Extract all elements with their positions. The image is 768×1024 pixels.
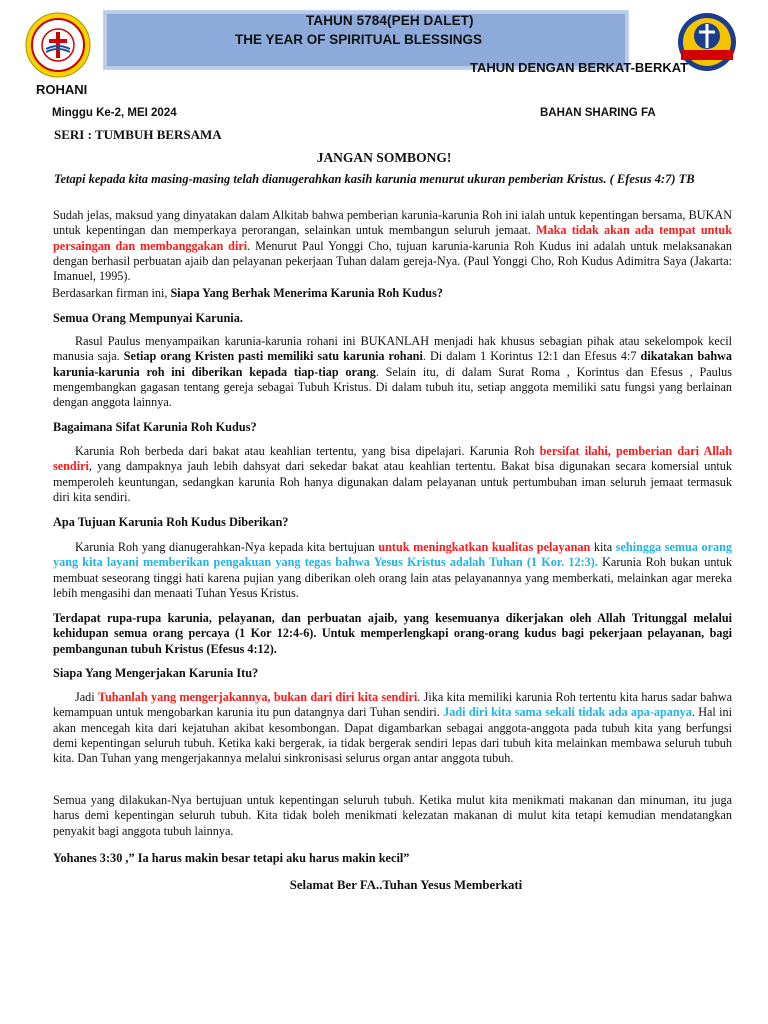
text-run: Karunia Roh yang dianugerahkan-Nya kepada kita bertujuan	[75, 540, 379, 554]
date-label: Minggu Ke-2, MEI 2024	[52, 107, 177, 119]
section-1-paragraph	[53, 334, 732, 410]
summary-paragraph: Terdapat rupa-rupa karunia, pelayanan, dan perbuatan ajaib, yang kesemuanya dikerjakan oleh Allah Tritunggal melalui kehidupan semua orang percaya (1 Kor 12:4-6). Untuk memperlengkapi orang-orang kudus bagi pekerjaan pelayanan, bagi pembangunan tubuh Kristus (Efesus 4:12).	[53, 611, 732, 656]
bold-run: Setiap orang Kristen pasti memiliki satu karunia rohani	[123, 349, 423, 364]
highlight-blue: sehingga semua orang yang kita layani memberikan pengakuan yang tegas bahwa Yesus Kristus adalah Tuhan (1 Kor. 12:3).	[53, 540, 732, 570]
banner-line-1: TAHUN 5784(PEH DALET)	[306, 13, 474, 28]
text-run: . Selain itu, di dalam Surat Roma , Korintus dan Efesus , Paulus mengembangkan gagasan tentang gereja sebagai Tubuh Kristus. Di dalam tubuh itu, setiap anggota memiliki satu fungsi yang berlainan dengan anggota lainnya.	[53, 364, 732, 410]
section-heading-4: Siapa Yang Mengerjakan Karunia Itu?	[53, 666, 259, 680]
key-verse: Tetapi kepada kita masing-masing telah dianugerahkan kasih karunia menurut ukuran pemberian Kristus. ( Efesus 4:7) TB	[54, 172, 695, 186]
text-run: , yang dampaknya jauh lebih dahsyat dari sekedar bakat atau keahlian tertentu. Bakat bisa digunakan secara komersial untuk memperoleh keuntungan, sedangkan karunia Roh hanya digunakan dalam pelayanan untuk pertumbuhan iman seluruh jemaat termasuk diri kita sendiri.	[53, 459, 732, 504]
section-heading-3: Apa Tujuan Karunia Roh Kudus Diberikan?	[53, 515, 289, 529]
gbi-logo	[25, 12, 91, 78]
text-run: Jadi	[75, 690, 98, 704]
section-2-paragraph	[53, 444, 732, 505]
text-run: . Menurut Paul Yonggi Cho, tujuan karunia-karunia Roh Kudus ini adalah untuk melaksanakan dengan berhasil perbuatan ajaib dan pelayanan pekerjaan Tuhan dalam gereja-Nya. (Paul Yonggi Cho, Roh Kudus Adimitra Saya (Jakarta: Imanuel, 1995).	[53, 238, 733, 284]
bold-question: Siapa Yang Berhak Menerima Karunia Roh Kudus?	[170, 286, 443, 300]
banner-line-2: THE YEAR OF SPIRITUAL BLESSINGS	[235, 32, 483, 47]
section-4-paragraph	[53, 690, 732, 766]
text-run: Sudah jelas, maksud yang dinyatakan dalam Alkitab bahwa pemberian karunia-karunia Roh ini ialah untuk kepentingan bersama, BUKAN untuk kepentingan dan memperkaya perorangan, selainkan untuk membangun seluruh jemaat.	[53, 208, 732, 238]
highlight-red: untuk meningkatkan kualitas pelayanan	[378, 540, 591, 554]
text-run: . Di dalam 1 Korintus 12:1 dan Efesus 4:7	[422, 349, 641, 364]
highlight-red: bersifat ilahi, pemberian dari Allah sendiri	[53, 444, 732, 474]
text-run: Berdasarkan firman ini,	[52, 286, 171, 300]
page-title: JANGAN SOMBONG!	[316, 150, 452, 165]
text-run: . Jika kita memiliki karunia Roh tertentu kita harus sadar bahwa kemampuan untuk mengobarkan karunia itu pun datangnya dari Tuhan sendiri.	[53, 690, 732, 720]
closing-verse: Yohanes 3:30 ,” Ia harus makin besar tetapi aku harus makin kecil”	[53, 851, 410, 865]
bold-run: dikatakan bahwa karunia-karunia roh ini diberikan kepada tiap-tiap orang	[53, 349, 732, 379]
highlight-red: Maka tidak akan ada tempat untuk persaingan dan membanggakan diri	[53, 223, 732, 253]
text-run: Karunia Roh berbeda dari bakat atau keahlian tertentu, yang bisa dipelajari. Karunia Roh	[75, 444, 540, 458]
year-theme-line: TAHUN DENGAN BERKAT-BERKAT	[470, 60, 689, 75]
text-run: kita	[590, 540, 616, 554]
highlight-blue: Jadi diri kita sama sekali tidak ada apa-apanya	[443, 705, 692, 720]
highlight-red: Tuhanlah yang mengerjakannya, bukan dari diri kita sendiri	[97, 690, 418, 704]
section-3-paragraph	[53, 540, 732, 601]
text-run: Rasul Paulus menyampaikan karunia-karunia rohani ini BUKANLAH menjadi hak khusus sebagian pihak atau sekelompok kecil manusia saja.	[53, 334, 732, 364]
section-heading-1: Semua Orang Mempunyai Karunia.	[53, 311, 243, 325]
intro-paragraph	[53, 208, 732, 284]
closing-blessing: Selamat Ber FA..Tuhan Yesus Memberkati	[289, 878, 523, 892]
year-theme-continuation: ROHANI	[36, 82, 88, 97]
material-label: BAHAN SHARING FA	[540, 107, 656, 119]
closing-paragraph: Semua yang dilakukan-Nya bertujuan untuk kepentingan seluruh tubuh. Ketika mulut kita menikmati makanan dan minuman, itu juga harus demi kepentingan seluruh tubuh. Kita tidak boleh menikmati kelezatan makanan di mulut kita tetapi kemudian mendatangkan penyakit bagi anggota tubuh lainnya.	[53, 793, 732, 838]
section-heading-2: Bagaimana Sifat Karunia Roh Kudus?	[53, 420, 257, 434]
text-run: . Hal ini akan mencegah kita dari kejatuhan akibat kesombongan. Dapat digambarkan sebagai anggota-anggota pada tubuh kita yang berfungsi demi kepentingan seluruh tubuh. Ketika kaki bergerak, ia tidak bergerak sendiri lepas dari tubuh kita melainkan membawa seluruh tubuh kita. Dan Tuhan yang mengerjakannya melalui sinkronisasi selurus organ antar anggota tubuh.	[53, 705, 732, 766]
text-run: Karunia Roh bukan untuk membuat seseorang tinggi hati karena pujian yang diberikan oleh orang lain atas pelayanannya yang memberkati, melainkan agar mereka lebih mengasihi dan menaati Tuhan Yesus Kristus.	[53, 555, 732, 600]
series-title: SERI : TUMBUH BERSAMA	[54, 127, 222, 142]
intro-question	[52, 286, 742, 301]
